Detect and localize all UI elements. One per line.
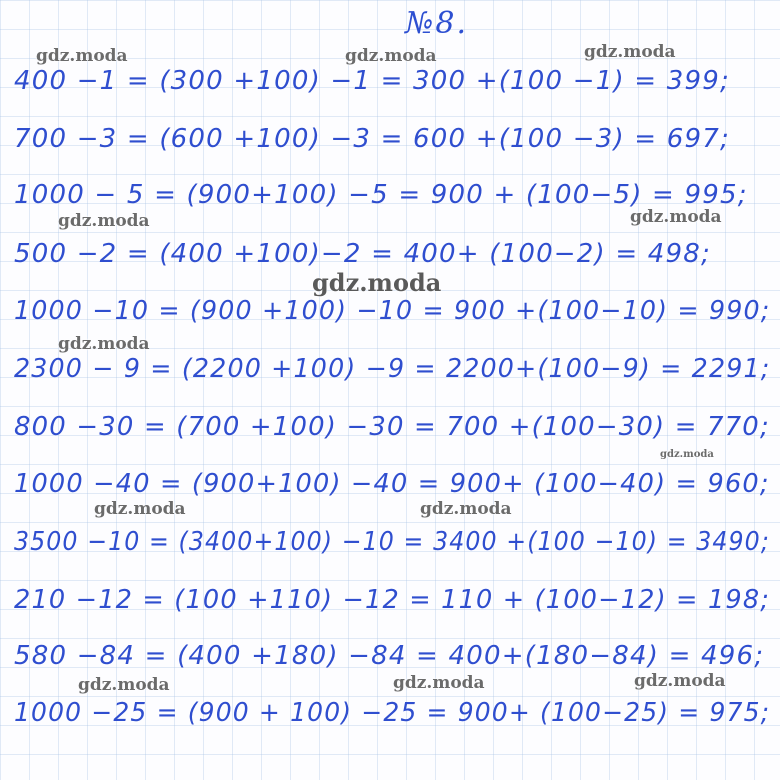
equation-line-7: 800 −30 = (700 +100) −30 = 700 +(100−30) = 770; xyxy=(14,412,770,442)
equation-line-3: 1000 − 5 = (900+100) −5 = 900 + (100−5) = 995; xyxy=(14,180,748,210)
equation-line-4: 500 −2 = (400 +100)−2 = 400+ (100−2) = 498; xyxy=(14,239,711,269)
equation-line-10: 210 −12 = (100 +110) −12 = 110 + (100−12) = 198; xyxy=(14,585,771,615)
watermark: gdz.moda xyxy=(630,207,722,227)
equation-line-6: 2300 − 9 = (2200 +100) −9 = 2200+(100−9) = 2291; xyxy=(14,354,771,384)
equation-line-9: 3500 −10 = (3400+100) −10 = 3400 +(100 −10) = 3490; xyxy=(14,527,770,557)
watermark: gdz.moda xyxy=(58,211,150,231)
watermark: gdz.moda xyxy=(36,46,128,66)
equation-line-5: 1000 −10 = (900 +100) −10 = 900 +(100−10) = 990; xyxy=(14,296,771,326)
equation-line-11: 580 −84 = (400 +180) −84 = 400+(180−84) = 496; xyxy=(14,641,765,671)
watermark: gdz.moda xyxy=(58,334,150,354)
watermark: gdz.moda xyxy=(634,671,726,691)
watermark: gdz.moda xyxy=(94,499,186,519)
watermark: gdz.moda xyxy=(660,449,714,460)
equation-line-1: 400 −1 = (300 +100) −1 = 300 +(100 −1) = 399; xyxy=(14,66,730,96)
watermark: gdz.moda xyxy=(393,673,485,693)
equation-line-8: 1000 −40 = (900+100) −40 = 900+ (100−40) = 960; xyxy=(14,469,770,499)
equation-line-2: 700 −3 = (600 +100) −3 = 600 +(100 −3) = 697; xyxy=(14,124,730,154)
watermark: gdz.moda xyxy=(312,268,442,297)
watermark: gdz.moda xyxy=(420,499,512,519)
watermark: gdz.moda xyxy=(584,42,676,62)
watermark: gdz.moda xyxy=(345,46,437,66)
watermark: gdz.moda xyxy=(78,675,170,695)
equation-line-12: 1000 −25 = (900 + 100) −25 = 900+ (100−25) = 975; xyxy=(14,698,771,728)
exercise-number: №8. xyxy=(405,6,469,41)
